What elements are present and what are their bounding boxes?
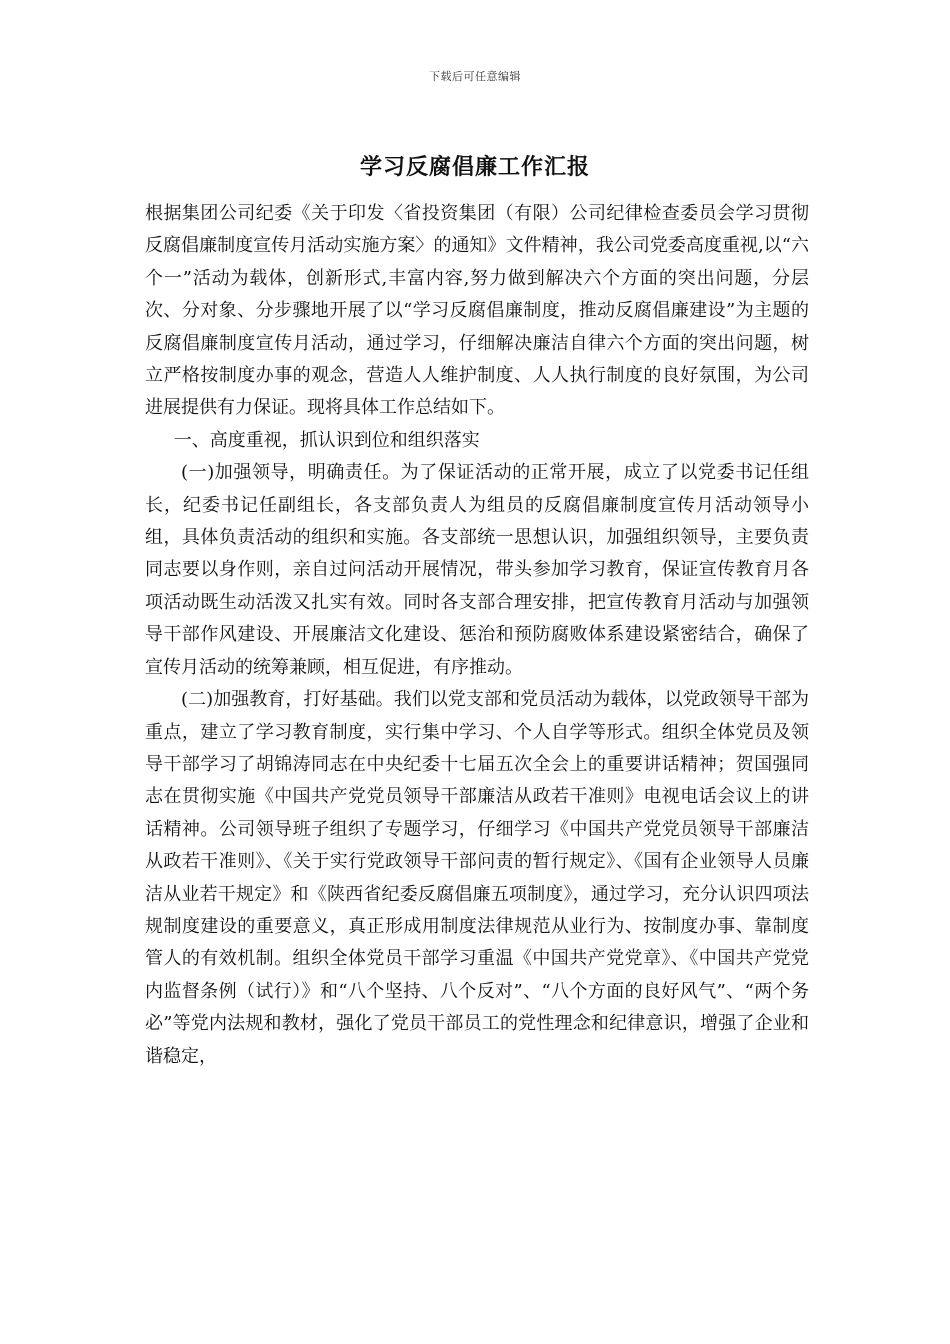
section-heading-1: 一、高度重视，抓认识到位和组织落实 (173, 429, 480, 451)
body-paragraph-2: (二)加强教育，打好基础。我们以党支部和党员活动为载体，以党政领导干部为重点，建立了学习教育制度，实行集中学习、个人自学等形式。组织全体党员及领导干部学习了胡锦涛同志在中央纪委十七届五次全会上的重要讲话精神；贺国强同志在贯彻实施《中国共产党党员领导干部廉洁从政若干准则》电视电话会议上的讲话精神。公司领导班子组织了专题学习，仔细学习《中国共产党党员领导干部廉洁从政若干准则》、《关于实行党政领导干部问责的暂行规定》、《国有企业领导人员廉洁从业若干规定》和《陕西省纪委反腐倡廉五项制度》，通过学习，充分认识四项法规制度建设的重要意义，真正形成用制度法律规范从业行为、按制度办事、靠制度管人的有效机制。组织全体党员干部学习重温《中国共产党党章》、《中国共产党党内监督条例（试行）》和“八个坚持、八个反对”、“八个方面的良好风气”、“两个务必”等党内法规和教材，强化了党员干部员工的党性理念和纪律意识，增强了企业和谐稳定， (145, 689, 809, 1067)
header-note: 下载后可任意编辑 (429, 70, 521, 83)
document-title: 学习反腐倡廉工作汇报 (359, 154, 590, 180)
intro-paragraph: 根据集团公司纪委《关于印发〈省投资集团（有限）公司纪律检查委员会学习贯彻反腐倡廉制度宣传月活动实施方案〉的通知》文件精神，我公司党委高度重视,以“六个一”活动为载体，创新形式,丰富内容,努力做到解决六个方面的突出问题，分层次、分对象、分步骤地开展了以“学习反腐倡廉制度，推动反腐倡廉建设”为主题的反腐倡廉制度宣传月活动，通过学习，仔细解决廉洁自律六个方面的突出问题，树立严格按制度办事的观念，营造人人维护制度、人人执行制度的良好氛围，为公司进展提供有力保证。现将具体工作总结如下。 (145, 203, 809, 419)
body-paragraph-1: (一)加强领导，明确责任。为了保证活动的正常开展，成立了以党委书记任组长，纪委书记任副组长，各支部负责人为组员的反腐倡廉制度宣传月活动领导小组，具体负责活动的组织和实施。各支部统一思想认识，加强组织领导，主要负责同志要以身作则，亲自过问活动开展情况，带头参加学习教育，保证宣传教育月各项活动既生动活泼又扎实有效。同时各支部合理安排，把宣传教育月活动与加强领导干部作风建设、开展廉洁文化建设、惩治和预防腐败体系建设紧密结合，确保了宣传月活动的统筹兼顾，相互促进，有序推动。 (145, 462, 809, 678)
document-body (145, 198, 809, 1073)
